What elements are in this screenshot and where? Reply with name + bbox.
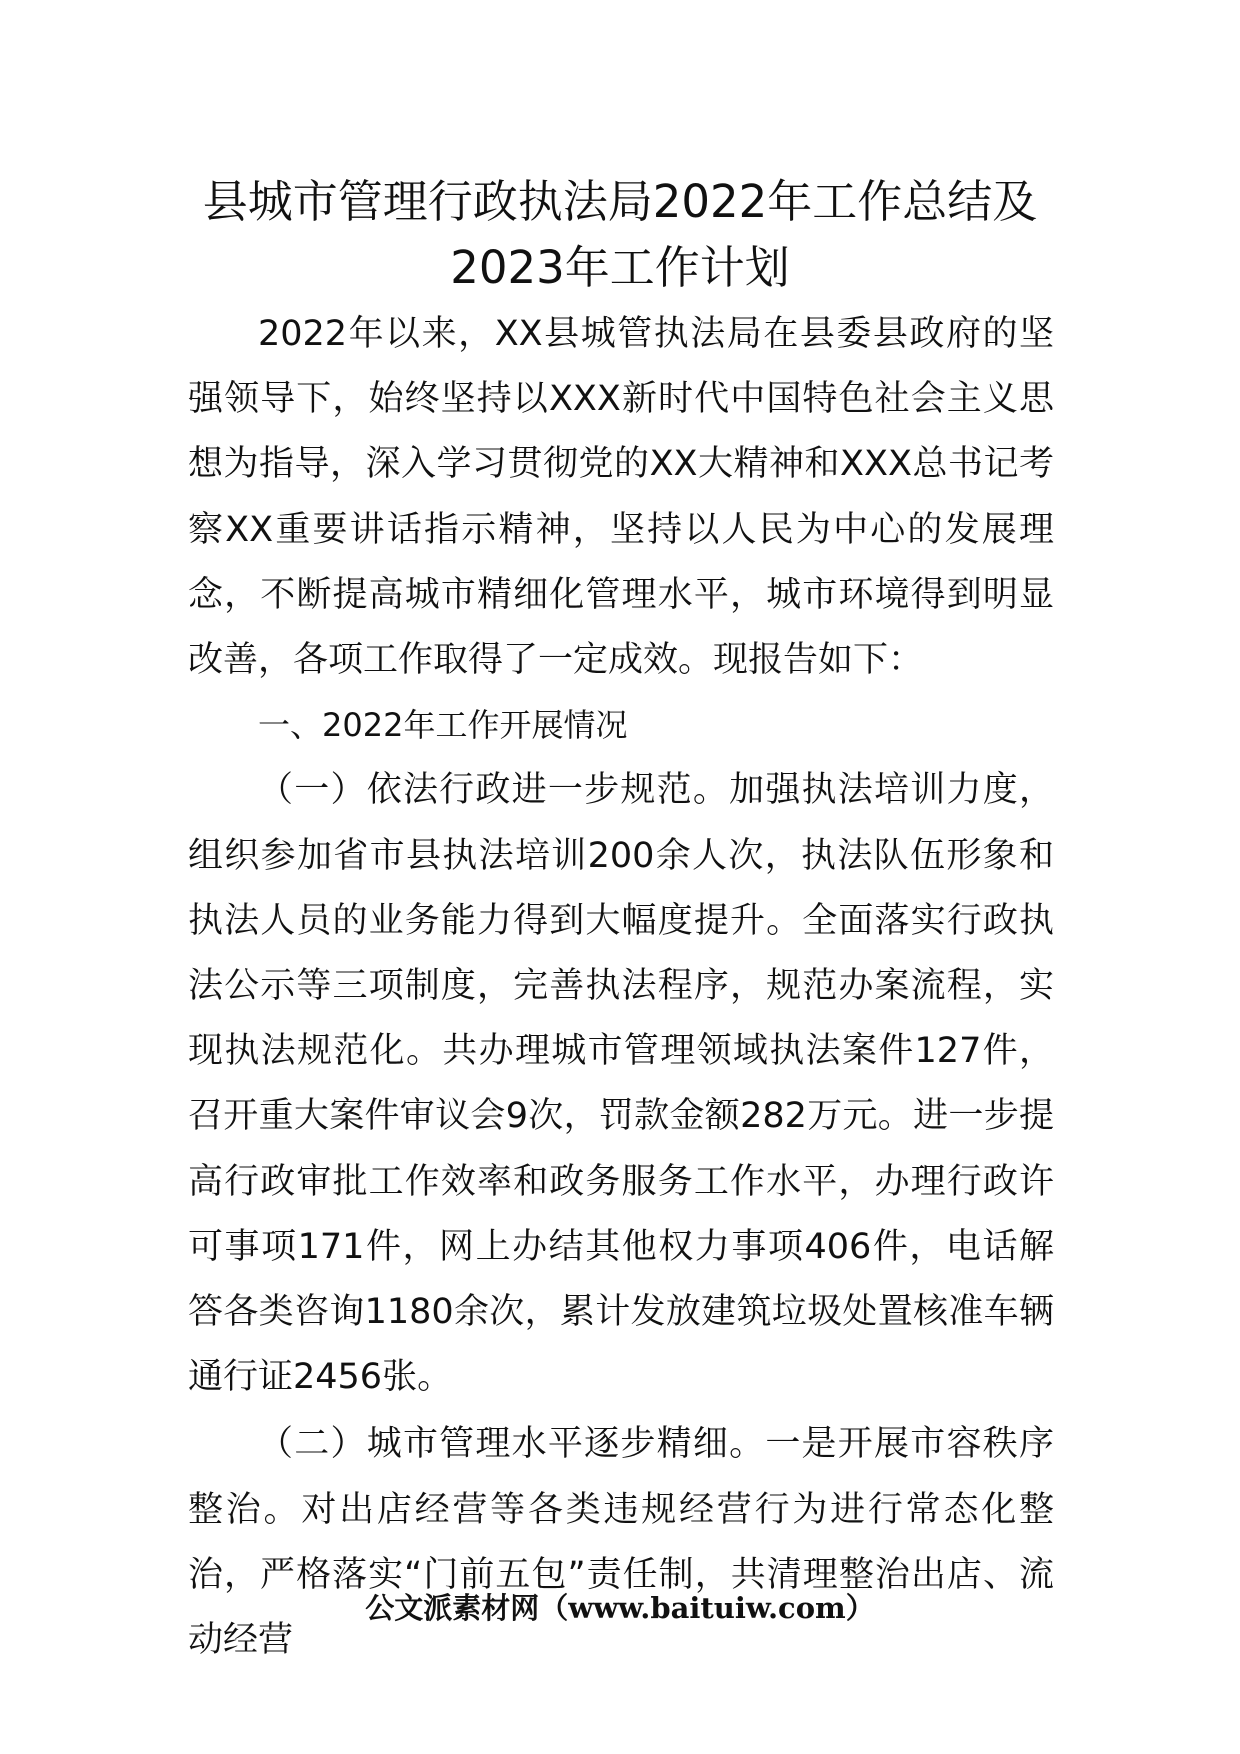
intro-paragraph: 2022年以来，XX县城管执法局在县委县政府的坚强领导下，始终坚持以XXX新时代中国特色社会主义思想为指导，深入学习贯彻党的XX大精神和XXX总书记考察XX重要讲话指示精神，坚持以人民为中心的发展理念，不断提高城市精细化管理水平，城市环境得到明显改善，各项工作取得了一定成效。现报告如下： (188, 314, 1054, 681)
footer-watermark: 公文派素材网（www.baituiw.com） (365, 1591, 875, 1625)
document-body (188, 302, 1054, 1673)
document-title-line-2: 2023年工作计划 (450, 241, 790, 294)
section-item-paragraph: （一）依法行政进一步规范。加强执法培训力度，组织参加省市县执法培训200余人次，执法队伍形象和执法人员的业务能力得到大幅度提升。全面落实行政执法公示等三项制度，完善执法程序，规范办案流程，实现执法规范化。共办理城市管理领域执法案件127件，召开重大案件审议会9次，罚款金额282万元。进一步提高行政审批工作效率和政务服务工作水平，办理行政许可事项171件，网上办结其他权力事项406件，电话解答各类咨询1180余次，累计发放建筑垃圾处置核准车辆通行证2456张。 (188, 770, 1054, 1398)
section-heading: 一、2022年工作开展情况 (258, 706, 628, 745)
document-title-line-1: 县城市管理行政执法局2022年工作总结及 (202, 175, 1038, 228)
section-item-paragraph: （二）城市管理水平逐步精细。一是开展市容秩序整治。对出店经营等各类违规经营行为进行常态化整治，严格落实“门前五包”责任制，共清理整治出店、流动经营 (188, 1424, 1054, 1661)
